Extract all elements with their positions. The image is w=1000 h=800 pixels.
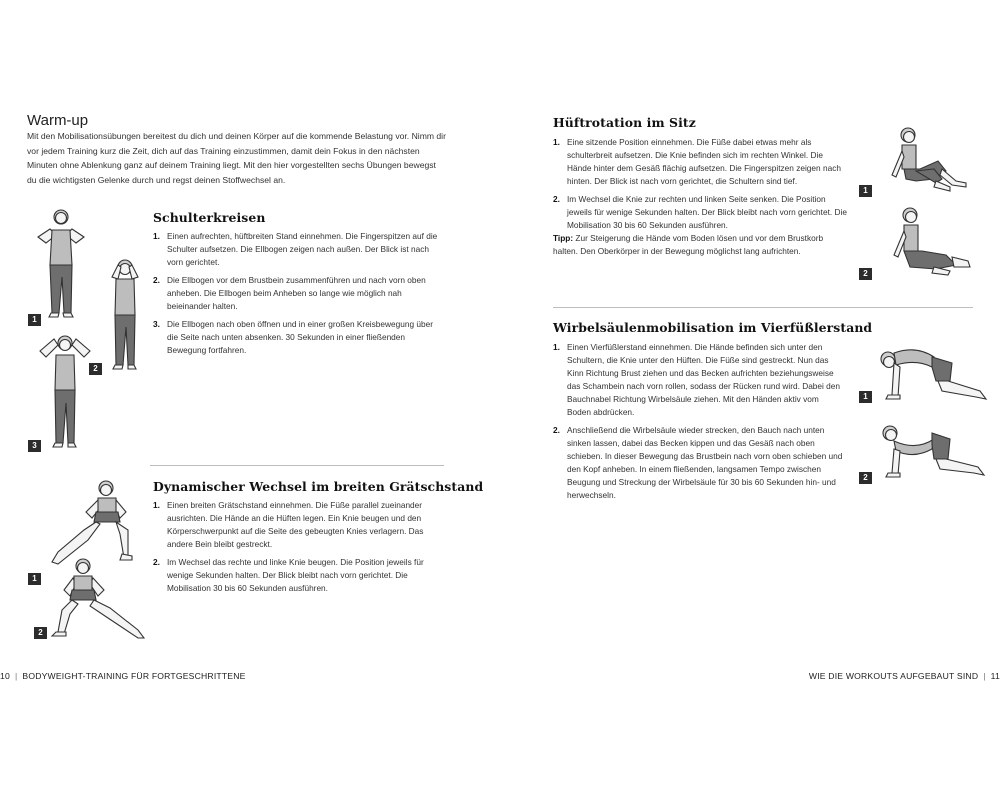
figure-badge-2: 2: [34, 627, 47, 639]
figure-quadruped-2: [883, 426, 984, 477]
figure-badge-1: 1: [28, 314, 41, 326]
figure-standing-2: [112, 260, 138, 369]
section-divider: [150, 465, 444, 466]
wirbelsaule-steps: [553, 341, 845, 507]
huftrotation-illustration: [876, 125, 976, 290]
step-item: 2. Im Wechsel die Knie zur rechten und linken Seite senken. Die Position jeweils für wenige Sekunden halten. Der Blick bleibt nach vorn gerichtet. Die Mobilisation 30 bis 60 Sekunden ausführen.: [553, 194, 847, 230]
warmup-heading: Warm-up: [27, 112, 89, 129]
step-item: 2. Im Wechsel das rechte und linke Knie beugen. Die Position jeweils für wenige Sekunden halten. Der Blick bleibt nach vorn gerichtet. Die Mobilisation 30 bis 60 Sekunden ausführen.: [153, 557, 424, 593]
step-item: 2. Anschließend die Wirbelsäule wieder strecken, den Bauch nach unten sinken lassen, dabei das Becken kippen und das Gesäß nach oben schieben. In dieser Bewegung das Brustbein nach vorn oben schieben und den Kopf anheben. In einem fließenden, langsamen Tempo zwischen Beugung und Streckung der Wirbelsäule für 30 bis 60 Sekunden hin- und herwechseln.: [553, 425, 843, 500]
figure-lunge-2: [52, 559, 144, 638]
step-item: 1. Eine sitzende Position einnehmen. Die Füße dabei etwas mehr als schulterbreit aufsetzen. Die Knie befinden sich im rechten Winkel. Die Hände hinter dem Gesäß flächig aufsetzen. Die Fingerspitzen zeigen nach hinten. Der Blick ist nach vorn gerichtet, die Schultern sind tief.: [553, 137, 841, 186]
figure-badge-1: 1: [859, 185, 872, 197]
step-item: 1. Einen breiten Grätschstand einnehmen. Die Füße parallel zueinander ausrichten. Die Hände an die Hüften legen. Ein Knie beugen und den Körperschwerpunkt auf die Seite des gebeugten Knies verlagern. Das andere Bein bleibt gestreckt.: [153, 500, 424, 549]
figure-standing-3: [40, 336, 90, 447]
huftrotation-title: Hüftrotation im Sitz: [553, 115, 696, 130]
gratschstand-illustration: [28, 480, 148, 640]
figure-quadruped-1: [881, 350, 986, 399]
wirbelsaule-title: Wirbelsäulenmobilisation im Vierfüßlerstand: [553, 320, 873, 335]
page-number: 11: [990, 671, 1000, 681]
gratschstand-title: Dynamischer Wechsel im breiten Grätschstand: [153, 479, 484, 494]
step-item: 3. Die Ellbogen nach oben öffnen und in einer großen Kreisbewegung über die Seite nach unten absenken. 30 Sekunden in einer fließenden Bewegung fortfahren.: [153, 319, 433, 355]
schulterkreisen-steps: [153, 230, 438, 362]
figure-badge-2: 2: [859, 268, 872, 280]
wirbelsaule-illustration: [876, 345, 991, 490]
tip-text: Tipp: Zur Steigerung die Hände vom Boden lösen und vor dem Brustkorb halten. Den Oberkörper in der Bewegung möglichst lang aufrichten.: [553, 233, 824, 256]
page-number: 10: [0, 671, 10, 681]
figure-seated-1: [892, 128, 966, 191]
figure-badge-3: 3: [28, 440, 41, 452]
section-divider: [553, 307, 973, 308]
figure-badge-2: 2: [89, 363, 102, 375]
schulterkreisen-illustration: [28, 205, 148, 455]
schulterkreisen-title: Schulterkreisen: [153, 210, 266, 225]
footer-right: WIE DIE WORKOUTS AUFGEBAUT SIND | 11: [808, 671, 1000, 681]
figure-seated-2: [894, 208, 970, 275]
step-item: 1. Einen Vierfüßlerstand einnehmen. Die Hände befinden sich unter den Schultern, die Knie unter den Hüften. Die Füße sind gestreckt. Nun das Kinn Richtung Brust ziehen und das Becken aufrichten beziehungsweise das Schambein nach vorn rollen, sodass der Rücken rund wird. Dabei den Bauchnabel Richtung Wirbelsäule ziehen. Mit den Händen aktiv vom Boden abdrücken.: [553, 342, 841, 417]
figure-badge-1: 1: [859, 391, 872, 403]
huftrotation-steps: [553, 136, 848, 237]
step-item: 1. Einen aufrechten, hüftbreiten Stand einnehmen. Die Fingerspitzen auf die Schulter aufsetzen. Die Ellbogen zeigen nach außen. Der Blick ist nach vorn gerichtet.: [153, 231, 438, 267]
running-title: BODYWEIGHT-TRAINING FÜR FORTGESCHRITTENE: [22, 671, 246, 681]
figure-standing-1: [38, 210, 84, 317]
figure-badge-2: 2: [859, 472, 872, 484]
footer-left: 10 | BODYWEIGHT-TRAINING FÜR FORTGESCHRITTENE: [0, 671, 246, 681]
figure-lunge-1: [52, 481, 132, 564]
step-item: 2. Die Ellbogen vor dem Brustbein zusammenführen und nach vorn oben anheben. Die Ellbogen beim Anheben so lange wie möglich nah beieinander halten.: [153, 275, 426, 311]
gratschstand-steps: [153, 499, 443, 600]
running-title: WIE DIE WORKOUTS AUFGEBAUT SIND: [808, 671, 979, 681]
warmup-intro: Mit den Mobilisationsübungen bereitest du dich und deinen Körper auf die kommende Belastung vor. Nimm dir vor jedem Training kurz die Zeit, dich auf das Training einzustimmen, damit dein Fokus in den nächsten Minuten ohne Ablenkung ganz auf deinem Training liegt. Mit den hier vorgestellten sechs Übungen bewegst du die wichtigsten Gelenke durch und regst deinen Stoffwechsel an.: [27, 131, 446, 185]
figure-badge-1: 1: [28, 573, 41, 585]
